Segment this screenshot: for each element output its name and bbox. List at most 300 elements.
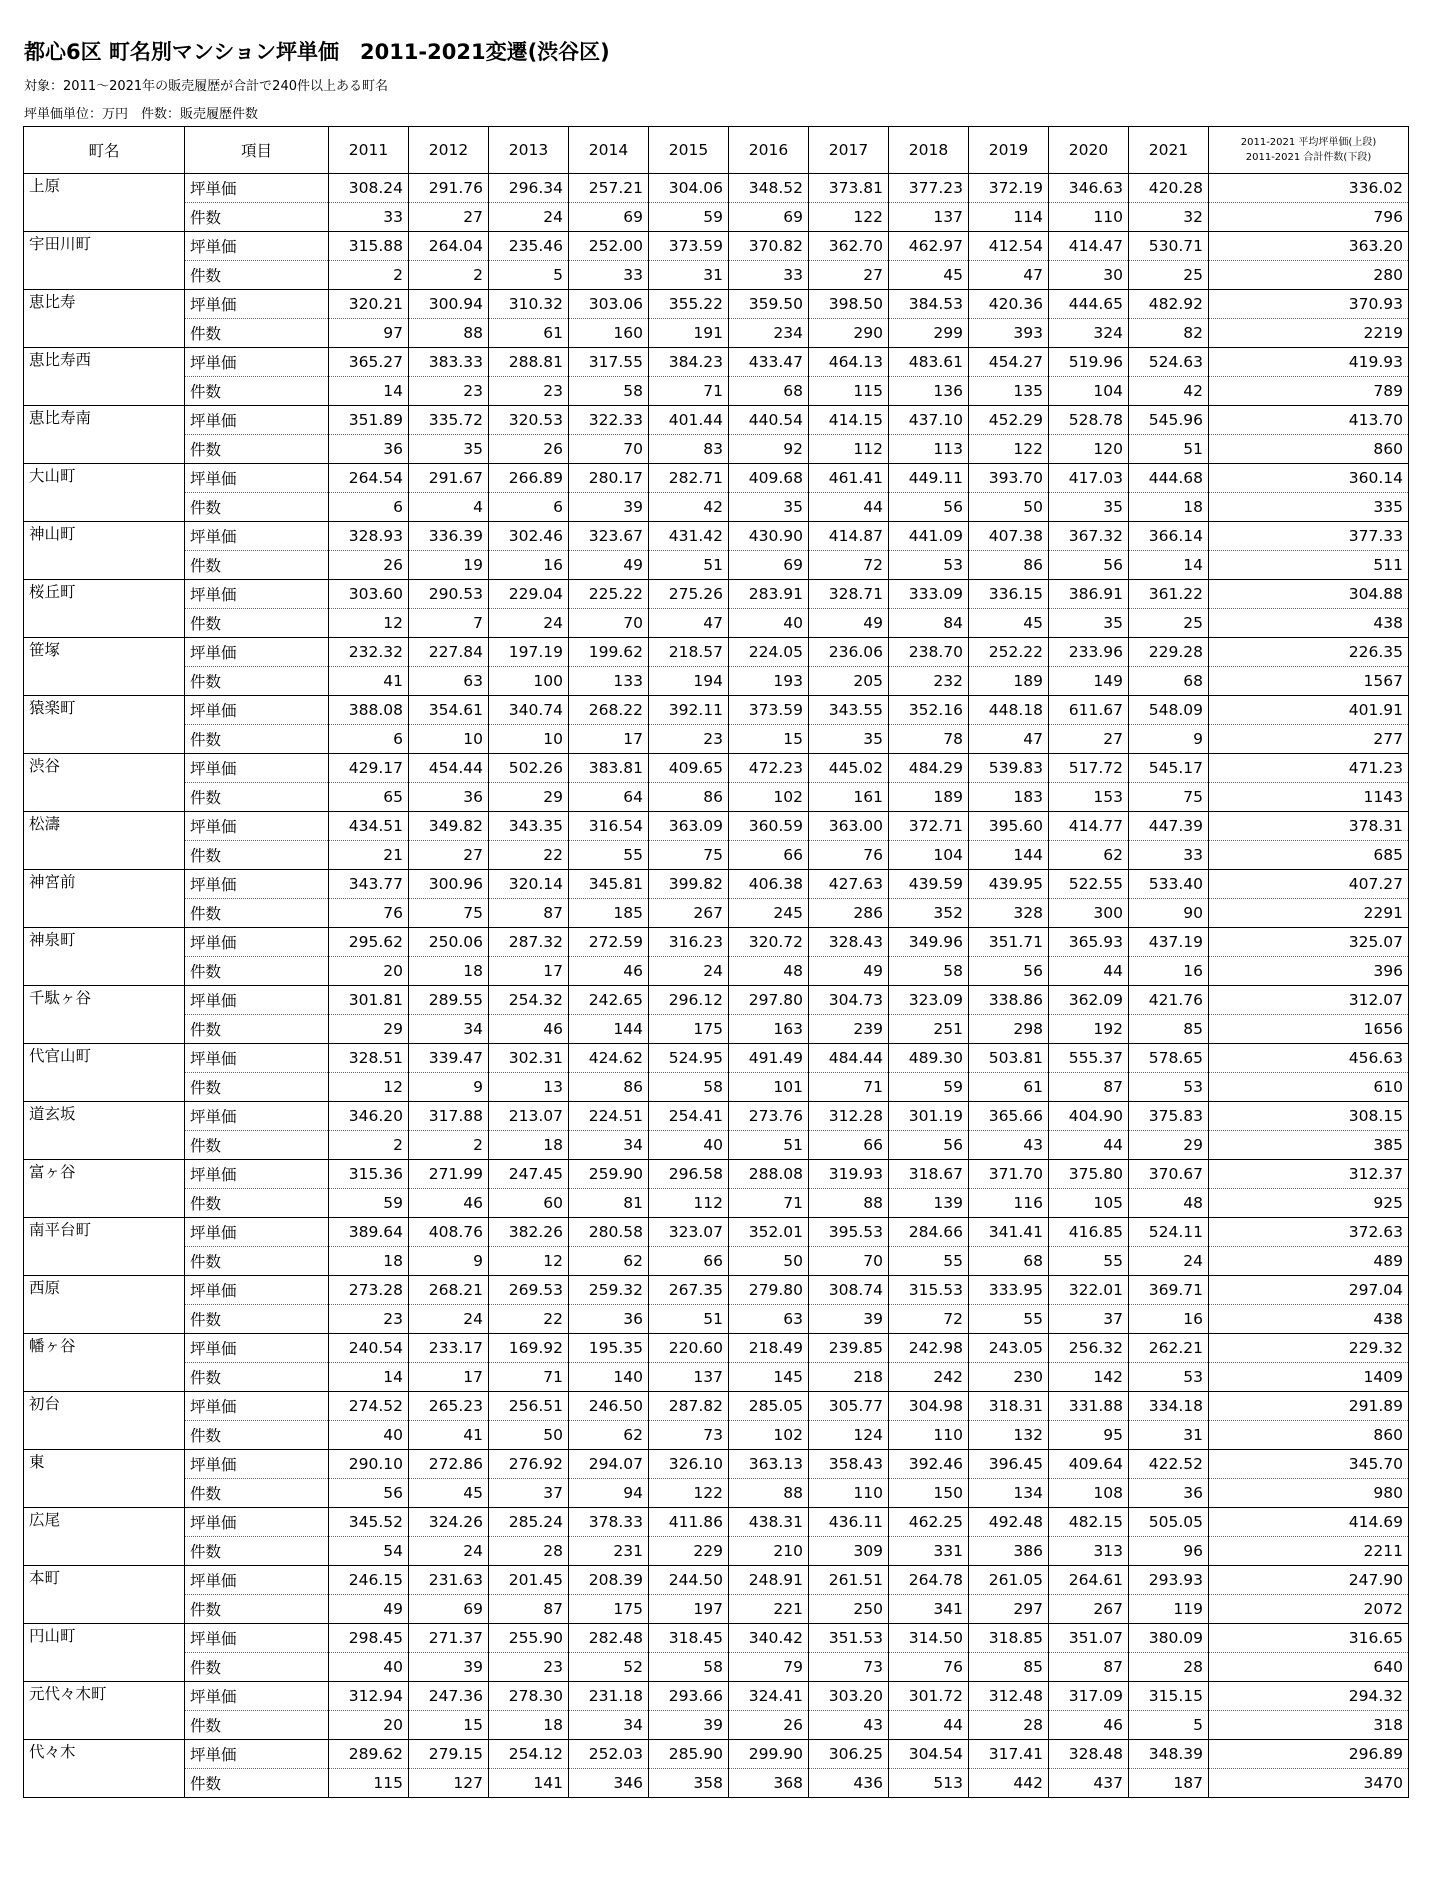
value-cell: 267 [649, 899, 729, 928]
summary-cell: 2291 [1209, 899, 1409, 928]
value-cell: 272.86 [409, 1450, 489, 1479]
summary-cell: 471.23 [1209, 754, 1409, 783]
value-cell: 395.60 [969, 812, 1049, 841]
value-cell: 53 [889, 551, 969, 580]
value-cell: 82 [1129, 319, 1209, 348]
value-cell: 247.36 [409, 1682, 489, 1711]
value-cell: 420.28 [1129, 174, 1209, 203]
value-cell: 268.22 [569, 696, 649, 725]
value-cell: 343.55 [809, 696, 889, 725]
header-year: 2018 [889, 127, 969, 174]
value-cell: 232.32 [329, 638, 409, 667]
item-label-count: 件数 [185, 1189, 329, 1218]
value-cell: 110 [889, 1421, 969, 1450]
value-cell: 484.29 [889, 754, 969, 783]
table-row-count [24, 1305, 1409, 1334]
value-cell: 115 [809, 377, 889, 406]
item-label-price: 坪単価 [185, 928, 329, 957]
value-cell: 452.29 [969, 406, 1049, 435]
value-cell: 539.83 [969, 754, 1049, 783]
table-row-count [24, 1247, 1409, 1276]
value-cell: 56 [329, 1479, 409, 1508]
value-cell: 266.89 [489, 464, 569, 493]
header-year: 2020 [1049, 127, 1129, 174]
value-cell: 252.00 [569, 232, 649, 261]
town-name: 千駄ヶ谷 [24, 986, 185, 1044]
value-cell: 264.54 [329, 464, 409, 493]
table-row-price [24, 348, 1409, 377]
value-cell: 333.09 [889, 580, 969, 609]
value-cell: 27 [1049, 725, 1129, 754]
town-name: 南平台町 [24, 1218, 185, 1276]
value-cell: 140 [569, 1363, 649, 1392]
value-cell: 484.44 [809, 1044, 889, 1073]
value-cell: 303.20 [809, 1682, 889, 1711]
value-cell: 52 [569, 1653, 649, 1682]
value-cell: 194 [649, 667, 729, 696]
value-cell: 24 [489, 203, 569, 232]
value-cell: 351.71 [969, 928, 1049, 957]
item-label-count: 件数 [185, 551, 329, 580]
value-cell: 218 [809, 1363, 889, 1392]
value-cell: 46 [569, 957, 649, 986]
value-cell: 363.13 [729, 1450, 809, 1479]
value-cell: 300.94 [409, 290, 489, 319]
table-row-price [24, 406, 1409, 435]
summary-cell: 336.02 [1209, 174, 1409, 203]
value-cell: 46 [409, 1189, 489, 1218]
value-cell: 290.10 [329, 1450, 409, 1479]
value-cell: 142 [1049, 1363, 1129, 1392]
value-cell: 358 [649, 1769, 729, 1798]
value-cell: 317.09 [1049, 1682, 1129, 1711]
value-cell: 409.64 [1049, 1450, 1129, 1479]
value-cell: 76 [889, 1653, 969, 1682]
summary-cell: 360.14 [1209, 464, 1409, 493]
value-cell: 139 [889, 1189, 969, 1218]
item-label-price: 坪単価 [185, 1682, 329, 1711]
item-label-price: 坪単価 [185, 1450, 329, 1479]
summary-cell: 1143 [1209, 783, 1409, 812]
value-cell: 63 [729, 1305, 809, 1334]
summary-cell: 370.93 [1209, 290, 1409, 319]
value-cell: 427.63 [809, 870, 889, 899]
table-row-price [24, 464, 1409, 493]
value-cell: 351.89 [329, 406, 409, 435]
value-cell: 399.82 [649, 870, 729, 899]
value-cell: 16 [489, 551, 569, 580]
value-cell: 528.78 [1049, 406, 1129, 435]
value-cell: 230 [969, 1363, 1049, 1392]
value-cell: 269.53 [489, 1276, 569, 1305]
header-year: 2021 [1129, 127, 1209, 174]
value-cell: 31 [1129, 1421, 1209, 1450]
value-cell: 232 [889, 667, 969, 696]
value-cell: 462.25 [889, 1508, 969, 1537]
value-cell: 502.26 [489, 754, 569, 783]
value-cell: 310.32 [489, 290, 569, 319]
value-cell: 18 [329, 1247, 409, 1276]
item-label-price: 坪単価 [185, 1624, 329, 1653]
summary-cell: 685 [1209, 841, 1409, 870]
value-cell: 25 [1129, 609, 1209, 638]
value-cell: 340.42 [729, 1624, 809, 1653]
value-cell: 545.17 [1129, 754, 1209, 783]
value-cell: 436.11 [809, 1508, 889, 1537]
value-cell: 5 [1129, 1711, 1209, 1740]
value-cell: 9 [1129, 725, 1209, 754]
value-cell: 312.28 [809, 1102, 889, 1131]
value-cell: 183 [969, 783, 1049, 812]
value-cell: 83 [649, 435, 729, 464]
value-cell: 315.36 [329, 1160, 409, 1189]
value-cell: 324.41 [729, 1682, 809, 1711]
value-cell: 393.70 [969, 464, 1049, 493]
town-name: 富ヶ谷 [24, 1160, 185, 1218]
value-cell: 137 [889, 203, 969, 232]
value-cell: 47 [649, 609, 729, 638]
value-cell: 352.01 [729, 1218, 809, 1247]
value-cell: 309 [809, 1537, 889, 1566]
value-cell: 51 [649, 1305, 729, 1334]
value-cell: 438.31 [729, 1508, 809, 1537]
value-cell: 334.18 [1129, 1392, 1209, 1421]
value-cell: 328.48 [1049, 1740, 1129, 1769]
value-cell: 283.91 [729, 580, 809, 609]
value-cell: 59 [889, 1073, 969, 1102]
value-cell: 220.60 [649, 1334, 729, 1363]
value-cell: 548.09 [1129, 696, 1209, 725]
value-cell: 229.28 [1129, 638, 1209, 667]
value-cell: 122 [809, 203, 889, 232]
value-cell: 32 [1129, 203, 1209, 232]
value-cell: 78 [889, 725, 969, 754]
value-cell: 73 [809, 1653, 889, 1682]
town-name: 代々木 [24, 1740, 185, 1798]
table-row-count [24, 957, 1409, 986]
value-cell: 10 [409, 725, 489, 754]
value-cell: 368 [729, 1769, 809, 1798]
header-year: 2013 [489, 127, 569, 174]
value-cell: 250 [809, 1595, 889, 1624]
item-label-count: 件数 [185, 609, 329, 638]
value-cell: 76 [329, 899, 409, 928]
value-cell: 322.01 [1049, 1276, 1129, 1305]
item-label-price: 坪単価 [185, 870, 329, 899]
item-label-price: 坪単価 [185, 1044, 329, 1073]
value-cell: 233.96 [1049, 638, 1129, 667]
value-cell: 578.65 [1129, 1044, 1209, 1073]
town-name: 神山町 [24, 522, 185, 580]
value-cell: 225.22 [569, 580, 649, 609]
value-cell: 105 [1049, 1189, 1129, 1218]
value-cell: 58 [889, 957, 969, 986]
item-label-count: 件数 [185, 1015, 329, 1044]
value-cell: 27 [409, 841, 489, 870]
value-cell: 267.35 [649, 1276, 729, 1305]
value-cell: 19 [409, 551, 489, 580]
value-cell: 264.61 [1049, 1566, 1129, 1595]
value-cell: 359.50 [729, 290, 809, 319]
value-cell: 62 [569, 1421, 649, 1450]
value-cell: 257.21 [569, 174, 649, 203]
value-cell: 274.52 [329, 1392, 409, 1421]
value-cell: 75 [649, 841, 729, 870]
value-cell: 5 [489, 261, 569, 290]
value-cell: 317.55 [569, 348, 649, 377]
value-cell: 14 [329, 1363, 409, 1392]
value-cell: 55 [889, 1247, 969, 1276]
value-cell: 24 [409, 1537, 489, 1566]
value-cell: 255.90 [489, 1624, 569, 1653]
value-cell: 163 [729, 1015, 809, 1044]
value-cell: 187 [1129, 1769, 1209, 1798]
item-label-count: 件数 [185, 1421, 329, 1450]
value-cell: 407.38 [969, 522, 1049, 551]
value-cell: 303.06 [569, 290, 649, 319]
value-cell: 254.12 [489, 1740, 569, 1769]
value-cell: 68 [1129, 667, 1209, 696]
value-cell: 273.76 [729, 1102, 809, 1131]
summary-cell: 419.93 [1209, 348, 1409, 377]
value-cell: 231.18 [569, 1682, 649, 1711]
value-cell: 110 [809, 1479, 889, 1508]
value-cell: 287.32 [489, 928, 569, 957]
item-label-count: 件数 [185, 1131, 329, 1160]
summary-cell: 414.69 [1209, 1508, 1409, 1537]
summary-cell: 312.07 [1209, 986, 1409, 1015]
value-cell: 408.76 [409, 1218, 489, 1247]
table-row-count [24, 319, 1409, 348]
value-cell: 10 [489, 725, 569, 754]
value-cell: 242.98 [889, 1334, 969, 1363]
value-cell: 79 [729, 1653, 809, 1682]
summary-cell: 2072 [1209, 1595, 1409, 1624]
value-cell: 169.92 [489, 1334, 569, 1363]
value-cell: 88 [409, 319, 489, 348]
value-cell: 343.35 [489, 812, 569, 841]
value-cell: 56 [1049, 551, 1129, 580]
value-cell: 63 [409, 667, 489, 696]
value-cell: 213.07 [489, 1102, 569, 1131]
value-cell: 2 [329, 1131, 409, 1160]
value-cell: 58 [649, 1653, 729, 1682]
value-cell: 59 [329, 1189, 409, 1218]
header-row [24, 127, 1409, 174]
value-cell: 341 [889, 1595, 969, 1624]
value-cell: 61 [969, 1073, 1049, 1102]
value-cell: 210 [729, 1537, 809, 1566]
value-cell: 26 [489, 435, 569, 464]
value-cell: 370.82 [729, 232, 809, 261]
value-cell: 326.10 [649, 1450, 729, 1479]
value-cell: 256.51 [489, 1392, 569, 1421]
value-cell: 36 [1129, 1479, 1209, 1508]
value-cell: 248.91 [729, 1566, 809, 1595]
table-row-count [24, 203, 1409, 232]
value-cell: 224.51 [569, 1102, 649, 1131]
value-cell: 75 [1129, 783, 1209, 812]
value-cell: 298.45 [329, 1624, 409, 1653]
value-cell: 37 [1049, 1305, 1129, 1334]
summary-cell: 396 [1209, 957, 1409, 986]
value-cell: 87 [489, 899, 569, 928]
table-row-price [24, 1566, 1409, 1595]
value-cell: 94 [569, 1479, 649, 1508]
value-cell: 27 [409, 203, 489, 232]
value-cell: 55 [969, 1305, 1049, 1334]
value-cell: 352.16 [889, 696, 969, 725]
value-cell: 56 [889, 1131, 969, 1160]
item-label-count: 件数 [185, 899, 329, 928]
value-cell: 442 [969, 1769, 1049, 1798]
value-cell: 69 [569, 203, 649, 232]
value-cell: 236.06 [809, 638, 889, 667]
value-cell: 44 [809, 493, 889, 522]
value-cell: 482.15 [1049, 1508, 1129, 1537]
value-cell: 295.62 [329, 928, 409, 957]
value-cell: 66 [729, 841, 809, 870]
value-cell: 44 [889, 1711, 969, 1740]
value-cell: 66 [649, 1247, 729, 1276]
value-cell: 9 [409, 1247, 489, 1276]
value-cell: 45 [889, 261, 969, 290]
summary-cell: 377.33 [1209, 522, 1409, 551]
value-cell: 271.99 [409, 1160, 489, 1189]
value-cell: 24 [1129, 1247, 1209, 1276]
value-cell: 338.86 [969, 986, 1049, 1015]
value-cell: 195.35 [569, 1334, 649, 1363]
value-cell: 462.97 [889, 232, 969, 261]
value-cell: 12 [329, 1073, 409, 1102]
value-cell: 351.53 [809, 1624, 889, 1653]
value-cell: 239 [809, 1015, 889, 1044]
value-cell: 378.33 [569, 1508, 649, 1537]
value-cell: 324.26 [409, 1508, 489, 1537]
value-cell: 375.83 [1129, 1102, 1209, 1131]
value-cell: 101 [729, 1073, 809, 1102]
value-cell: 56 [889, 493, 969, 522]
value-cell: 392.46 [889, 1450, 969, 1479]
value-cell: 191 [649, 319, 729, 348]
value-cell: 286 [809, 899, 889, 928]
summary-cell: 925 [1209, 1189, 1409, 1218]
value-cell: 377.23 [889, 174, 969, 203]
value-cell: 175 [569, 1595, 649, 1624]
value-cell: 95 [1049, 1421, 1129, 1450]
value-cell: 72 [889, 1305, 969, 1334]
value-cell: 250.06 [409, 928, 489, 957]
item-label-price: 坪単価 [185, 290, 329, 319]
value-cell: 345.52 [329, 1508, 409, 1537]
value-cell: 141 [489, 1769, 569, 1798]
value-cell: 238.70 [889, 638, 969, 667]
table-row-price [24, 1160, 1409, 1189]
value-cell: 246.15 [329, 1566, 409, 1595]
value-cell: 276.92 [489, 1450, 569, 1479]
value-cell: 40 [329, 1421, 409, 1450]
value-cell: 299 [889, 319, 969, 348]
table-row-count [24, 1015, 1409, 1044]
value-cell: 367.32 [1049, 522, 1129, 551]
value-cell: 268.21 [409, 1276, 489, 1305]
value-cell: 328.93 [329, 522, 409, 551]
value-cell: 69 [409, 1595, 489, 1624]
value-cell: 17 [489, 957, 569, 986]
value-cell: 53 [1129, 1073, 1209, 1102]
value-cell: 50 [969, 493, 1049, 522]
value-cell: 522.55 [1049, 870, 1129, 899]
item-label-count: 件数 [185, 319, 329, 348]
value-cell: 251 [889, 1015, 969, 1044]
town-name: 元代々木町 [24, 1682, 185, 1740]
item-label-price: 坪単価 [185, 232, 329, 261]
table-row-count [24, 1189, 1409, 1218]
value-cell: 363.09 [649, 812, 729, 841]
value-cell: 433.47 [729, 348, 809, 377]
value-cell: 18 [489, 1711, 569, 1740]
value-cell: 62 [1049, 841, 1129, 870]
summary-cell: 860 [1209, 435, 1409, 464]
town-name: 恵比寿西 [24, 348, 185, 406]
value-cell: 414.15 [809, 406, 889, 435]
header-year: 2014 [569, 127, 649, 174]
value-cell: 68 [969, 1247, 1049, 1276]
value-cell: 58 [649, 1073, 729, 1102]
value-cell: 199.62 [569, 638, 649, 667]
value-cell: 320.72 [729, 928, 809, 957]
summary-cell: 363.20 [1209, 232, 1409, 261]
value-cell: 430.90 [729, 522, 809, 551]
value-cell: 290 [809, 319, 889, 348]
value-cell: 349.96 [889, 928, 969, 957]
table-row-price [24, 812, 1409, 841]
value-cell: 66 [809, 1131, 889, 1160]
value-cell: 2 [329, 261, 409, 290]
value-cell: 49 [329, 1595, 409, 1624]
value-cell: 287.82 [649, 1392, 729, 1421]
item-label-count: 件数 [185, 203, 329, 232]
value-cell: 71 [729, 1189, 809, 1218]
value-cell: 221 [729, 1595, 809, 1624]
value-cell: 412.54 [969, 232, 1049, 261]
value-cell: 45 [409, 1479, 489, 1508]
value-cell: 23 [329, 1305, 409, 1334]
value-cell: 345.81 [569, 870, 649, 899]
value-cell: 192 [1049, 1015, 1129, 1044]
value-cell: 524.11 [1129, 1218, 1209, 1247]
value-cell: 533.40 [1129, 870, 1209, 899]
value-cell: 346.20 [329, 1102, 409, 1131]
item-label-price: 坪単価 [185, 812, 329, 841]
value-cell: 503.81 [969, 1044, 1049, 1073]
value-cell: 382.26 [489, 1218, 569, 1247]
value-cell: 420.36 [969, 290, 1049, 319]
value-cell: 304.54 [889, 1740, 969, 1769]
value-cell: 55 [569, 841, 649, 870]
value-cell: 280.17 [569, 464, 649, 493]
value-cell: 70 [569, 609, 649, 638]
value-cell: 524.95 [649, 1044, 729, 1073]
value-cell: 306.25 [809, 1740, 889, 1769]
value-cell: 264.78 [889, 1566, 969, 1595]
table-row-count [24, 1769, 1409, 1798]
table-row-count [24, 899, 1409, 928]
value-cell: 144 [569, 1015, 649, 1044]
value-cell: 26 [329, 551, 409, 580]
value-cell: 29 [1129, 1131, 1209, 1160]
value-cell: 41 [409, 1421, 489, 1450]
